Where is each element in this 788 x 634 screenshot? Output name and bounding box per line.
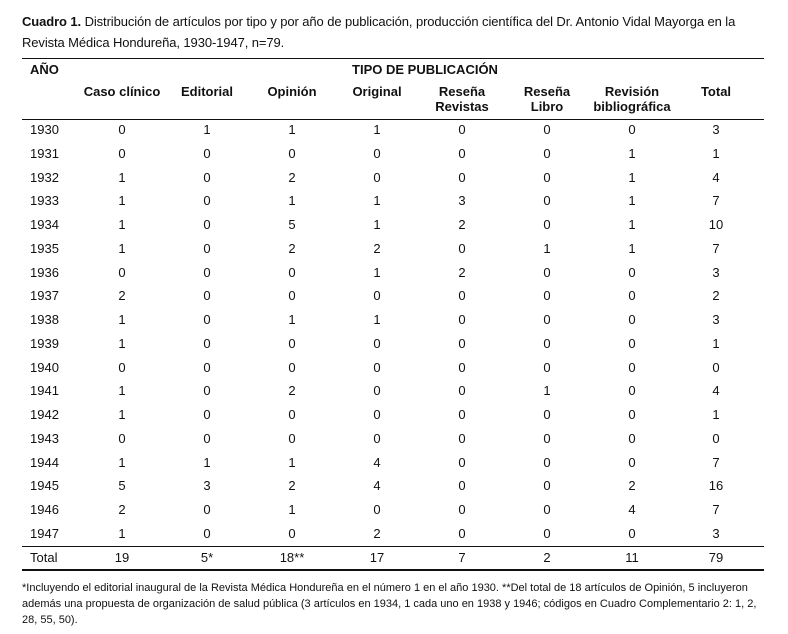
table-cell: 4 — [628, 502, 636, 517]
table-cell: 7 — [712, 455, 720, 470]
table-cell: 0 — [628, 336, 636, 351]
table-cell: 0 — [118, 360, 126, 375]
table-cell: 11 — [625, 550, 639, 565]
table-cell: 1 — [628, 146, 636, 161]
table-cell: 7 — [712, 241, 720, 256]
group-header: TIPO DE PUBLICACIÓN — [352, 62, 498, 77]
table-cell: 0 — [543, 455, 551, 470]
table-cell: 0 — [373, 383, 381, 398]
table-cell: 2 — [288, 170, 296, 185]
total-row-year: Total — [30, 550, 58, 565]
table-cell: 3 — [712, 122, 720, 137]
table-cell: 0 — [712, 431, 720, 446]
table-row-year: 1941 — [30, 383, 59, 398]
table-row-year: 1937 — [30, 288, 59, 303]
table-cell: 0 — [458, 241, 466, 256]
table-cell: 0 — [458, 122, 466, 137]
table-cell: 1 — [118, 455, 126, 470]
table-cell: 0 — [543, 265, 551, 280]
table-cell: 1 — [288, 193, 296, 208]
table-cell: 2 — [288, 241, 296, 256]
table-cell: 0 — [288, 336, 296, 351]
table-cell: 0 — [118, 122, 126, 137]
table-cell: 18** — [279, 550, 305, 565]
table-cell: 1 — [118, 407, 126, 422]
table-cell: 0 — [712, 360, 720, 375]
table-cell: 5 — [288, 217, 296, 232]
table-cell: 0 — [458, 288, 466, 303]
table-row-year: 1935 — [30, 241, 59, 256]
table-cell: 0 — [203, 146, 211, 161]
table-cell: 0 — [203, 288, 211, 303]
table-cell: 0 — [288, 265, 296, 280]
table-cell: 0 — [373, 170, 381, 185]
table-row-year: 1943 — [30, 431, 59, 446]
table-cell: 0 — [458, 383, 466, 398]
table-cell: 0 — [543, 217, 551, 232]
table-cell: 1 — [373, 312, 381, 327]
table-cell: 1 — [628, 241, 636, 256]
table-row-year: 1939 — [30, 336, 59, 351]
column-header-line2: bibliográfica — [593, 99, 671, 114]
table-cell: 3 — [203, 478, 211, 493]
table-cell: 3 — [458, 193, 466, 208]
table-cell: 0 — [543, 502, 551, 517]
table-cell: 5* — [200, 550, 214, 565]
table-cell: 1 — [118, 526, 126, 541]
table-cell: 0 — [288, 526, 296, 541]
table-cell: 2 — [288, 478, 296, 493]
table-cell: 1 — [628, 193, 636, 208]
table-cell: 7 — [712, 193, 720, 208]
table-cell: 4 — [712, 170, 720, 185]
table-cell: 1 — [118, 241, 126, 256]
table-cell: 0 — [203, 265, 211, 280]
table-cell: 0 — [628, 288, 636, 303]
table-cell: 0 — [628, 383, 636, 398]
table-cell: 2 — [458, 217, 466, 232]
table-cell: 16 — [708, 478, 724, 493]
table-caption — [22, 11, 770, 53]
table-row-year: 1932 — [30, 170, 59, 185]
table-cell: 0 — [288, 360, 296, 375]
table-cell: 0 — [203, 241, 211, 256]
table-row-year: 1934 — [30, 217, 59, 232]
table-cell: 0 — [543, 360, 551, 375]
table-cell: 0 — [118, 431, 126, 446]
column-header-line1: Original — [352, 84, 402, 99]
table-cell: 2 — [118, 288, 126, 303]
table-cell: 0 — [288, 407, 296, 422]
table-cell: 0 — [628, 312, 636, 327]
table-cell: 0 — [458, 336, 466, 351]
bottom-rule — [22, 569, 764, 571]
table-cell: 0 — [203, 431, 211, 446]
table-cell: 0 — [203, 170, 211, 185]
table-cell: 1 — [712, 407, 720, 422]
table-cell: 0 — [458, 502, 466, 517]
table-cell: 1 — [118, 217, 126, 232]
table-cell: 2 — [118, 502, 126, 517]
caption-text: Distribución de artículos por tipo y por año de publicación, producción científica del Dr. Antonio Vidal Mayorga en la Revista Médica Hondureña, 1930-1947, n=79. — [22, 14, 736, 50]
table-row-year: 1945 — [30, 478, 59, 493]
table-cell: 0 — [628, 431, 636, 446]
table-cell: 17 — [369, 550, 385, 565]
table-cell: 1 — [288, 122, 296, 137]
table-cell: 0 — [628, 526, 636, 541]
table-cell: 0 — [543, 170, 551, 185]
table-cell: 7 — [458, 550, 466, 565]
table-cell: 1 — [203, 122, 211, 137]
table-row-year: 1946 — [30, 502, 59, 517]
table-row-year: 1944 — [30, 455, 59, 470]
table-cell: 0 — [543, 431, 551, 446]
table-cell: 2 — [628, 478, 636, 493]
table-cell: 0 — [458, 526, 466, 541]
table-row-year: 1930 — [30, 122, 59, 137]
table-cell: 0 — [203, 526, 211, 541]
table-cell: 19 — [114, 550, 130, 565]
table-cell: 0 — [118, 146, 126, 161]
column-header-line1: Reseña — [523, 84, 571, 99]
top-rule — [22, 58, 764, 59]
table-cell: 0 — [203, 360, 211, 375]
table-cell: 0 — [288, 288, 296, 303]
table-cell: 1 — [712, 336, 720, 351]
table-cell: 0 — [288, 431, 296, 446]
table-cell: 2 — [373, 526, 381, 541]
table-cell: 0 — [543, 336, 551, 351]
table-cell: 4 — [373, 478, 381, 493]
table-cell: 0 — [458, 312, 466, 327]
table-row-year: 1933 — [30, 193, 59, 208]
table-cell: 0 — [373, 431, 381, 446]
column-header-line1: Opinión — [267, 84, 317, 99]
table-cell: 0 — [458, 478, 466, 493]
table-row-year: 1931 — [30, 146, 59, 161]
column-header-line1: Reseña — [438, 84, 486, 99]
table-cell: 0 — [543, 146, 551, 161]
column-header-line2: Libro — [530, 99, 564, 114]
table-row-year: 1936 — [30, 265, 59, 280]
column-header-line2: Revistas — [435, 99, 489, 114]
table-cell: 0 — [543, 312, 551, 327]
table-cell: 2 — [288, 383, 296, 398]
table-cell: 1 — [118, 170, 126, 185]
table-cell: 0 — [628, 455, 636, 470]
table-cell: 1 — [628, 217, 636, 232]
table-cell: 1 — [373, 265, 381, 280]
table-cell: 7 — [712, 502, 720, 517]
table-cell: 1 — [288, 312, 296, 327]
table-row-year: 1947 — [30, 526, 59, 541]
column-header-line1: Caso clínico — [83, 84, 161, 99]
table-cell: 1 — [543, 241, 551, 256]
table-cell: 3 — [712, 265, 720, 280]
table-cell: 0 — [118, 265, 126, 280]
table-cell: 0 — [373, 360, 381, 375]
table-cell: 0 — [543, 478, 551, 493]
table-cell: 0 — [203, 193, 211, 208]
column-header-line1: Total — [700, 84, 732, 99]
table-cell: 0 — [203, 336, 211, 351]
table-cell: 1 — [543, 383, 551, 398]
table-cell: 0 — [203, 217, 211, 232]
table-cell: 0 — [203, 407, 211, 422]
table-cell: 1 — [712, 146, 720, 161]
table-cell: 0 — [373, 502, 381, 517]
table-cell: 1 — [373, 193, 381, 208]
table-cell: 1 — [373, 217, 381, 232]
table-cell: 1 — [118, 336, 126, 351]
table-cell: 1 — [288, 502, 296, 517]
caption-label: Cuadro 1. — [22, 14, 82, 29]
table-cell: 2 — [712, 288, 720, 303]
table-cell: 0 — [288, 146, 296, 161]
table-cell: 1 — [288, 455, 296, 470]
table-cell: 0 — [373, 336, 381, 351]
table-cell: 0 — [373, 407, 381, 422]
column-header-total — [656, 84, 776, 99]
table-cell: 2 — [373, 241, 381, 256]
table-cell: 0 — [458, 407, 466, 422]
table-cell: 79 — [708, 550, 724, 565]
table-cell: 0 — [458, 455, 466, 470]
table-cell: 0 — [543, 122, 551, 137]
table-cell: 2 — [458, 265, 466, 280]
table-cell: 0 — [543, 526, 551, 541]
table-cell: 0 — [628, 122, 636, 137]
table-cell: 0 — [458, 170, 466, 185]
table-cell: 1 — [203, 455, 211, 470]
table-cell: 0 — [373, 146, 381, 161]
table-cell: 5 — [118, 478, 126, 493]
table-cell: 0 — [203, 312, 211, 327]
table-cell: 1 — [628, 170, 636, 185]
table-cell: 3 — [712, 312, 720, 327]
table-cell: 0 — [203, 383, 211, 398]
table-cell: 3 — [712, 526, 720, 541]
footnote: *Incluyendo el editorial inaugural de la Revista Médica Hondureña en el número 1 en el año 1930. **Del total de 18 artículos de Opinión, 5 incluyeron además una propuesta de organización de salud pública (3 artículos en 1934, 1 cada uno en 1938 y 1946; códigos en Cuadro Complementario 2: 1, 2, 28, 55, 50). — [22, 582, 757, 626]
table-cell: 0 — [373, 288, 381, 303]
column-header-line1: Editorial — [180, 84, 233, 99]
table-cell: 0 — [628, 360, 636, 375]
table-cell: 0 — [543, 193, 551, 208]
table-cell: 0 — [543, 407, 551, 422]
table-row-year: 1938 — [30, 312, 59, 327]
table-cell: 1 — [118, 383, 126, 398]
table-cell: 4 — [373, 455, 381, 470]
table-cell: 0 — [628, 407, 636, 422]
table-row-year: 1942 — [30, 407, 59, 422]
total-rule — [22, 546, 764, 547]
table-cell: 0 — [628, 265, 636, 280]
table-cell: 4 — [712, 383, 720, 398]
year-header: AÑO — [30, 62, 59, 77]
header-rule — [22, 119, 764, 120]
table-cell: 1 — [118, 193, 126, 208]
table-cell: 1 — [373, 122, 381, 137]
table-row-year: 1940 — [30, 360, 59, 375]
column-header-line1: Revisión — [604, 84, 660, 99]
table-cell: 0 — [458, 431, 466, 446]
table-cell: 10 — [708, 217, 724, 232]
table-cell: 0 — [458, 360, 466, 375]
table-cell: 2 — [543, 550, 551, 565]
table-cell: 1 — [118, 312, 126, 327]
table-cell: 0 — [543, 288, 551, 303]
table-cell: 0 — [458, 146, 466, 161]
table-cell: 0 — [203, 502, 211, 517]
